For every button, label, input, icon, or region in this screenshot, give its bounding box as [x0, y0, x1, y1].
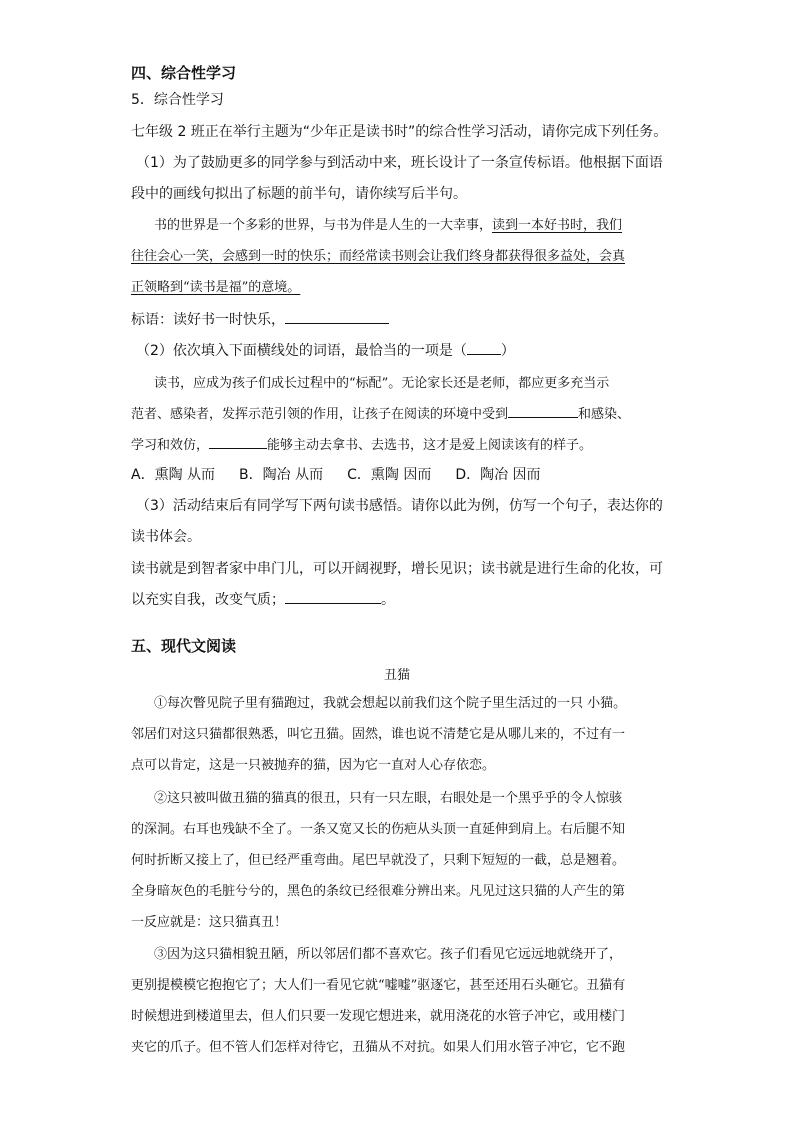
- task3-example2: [131, 589, 395, 609]
- task2-question: [136, 340, 515, 360]
- task1-line1: （1）为了鼓励更多的同学参与到活动中来，班长设计了一条宣传标语。他根据下面语: [136, 155, 663, 171]
- option-a[interactable]: A．熏陶 从而: [131, 467, 216, 483]
- article-line-8: 一反应就是：这只猫真丑！: [131, 915, 288, 930]
- task3-example2-text: 以充实自我，改变气质；: [131, 592, 285, 608]
- slogan-line: [131, 309, 389, 329]
- article-line-1: ①每次瞥见院子里有猫跑过，我就会想起以前我们这个院子里生活过的一只 小猫。: [154, 696, 627, 711]
- task3-example1: 读书就是到智者家中串门儿，可以开阔视野，增长见识；读书就是进行生命的化妆，可: [131, 561, 663, 577]
- article-line-7: 全身暗灰色的毛脏兮兮的，黑色的条纹已经很难分辨出来。凡见过这只猫的人产生的第: [131, 884, 626, 899]
- article-line-12: 夹它的爪子。但不管人们怎样对待它，丑猫从不对抗。如果人们用水管子冲它，它不跑: [131, 1040, 626, 1055]
- task3-answer-blank[interactable]: [285, 589, 381, 604]
- slogan-text: 标语：读好书一时快乐，: [131, 312, 285, 328]
- fill-blank-2[interactable]: [209, 434, 267, 449]
- task2-question-end: ）: [500, 343, 515, 359]
- task2-para-line2: [131, 403, 630, 422]
- task2-para-line3-a: 学习和效仿，: [131, 438, 210, 453]
- article-line-10: 更别提模模它抱抱它了；大人们一看见它就“嘘嘘”驱逐它，甚至还用石头砸它。丑猫有: [131, 978, 626, 993]
- article-title: 丑猫: [383, 668, 410, 683]
- task2-para-line2-a: 范者、感染者，发挥示范引领的作用，让孩子在阅读的环境中受到: [131, 407, 509, 422]
- fill-blank-1[interactable]: [508, 403, 578, 418]
- quote-line2: 往往会心一笑，会感到一时的快乐；而经常读书则会让我们终身都获得很多益处，会真: [131, 249, 626, 264]
- task2-para-line1: 读书，应成为孩子们成长过程中的“标配”。无论家长还是老师，都应更多充当示: [154, 376, 610, 391]
- article-line-9: ③因为这只猫相貌丑陋，所以邻居们都不喜欢它。孩子们看见它远远地就绕开了，: [154, 947, 623, 962]
- task3-example2-end: 。: [381, 592, 395, 608]
- task3-line2: 读书体会。: [131, 529, 201, 545]
- article-line-3: 点可以肯定，这是一只被抛弃的猫，因为它一直对人心存依恋。: [131, 758, 496, 773]
- option-c[interactable]: C．熏陶 因而: [347, 467, 432, 483]
- intro-text: 七年级 2 班正在举行主题为“少年正是读书时”的综合性学习活动，请你完成下列任务。: [131, 124, 668, 140]
- quote-line1: [154, 214, 622, 233]
- task2-para-line2-b: 和感染、: [578, 407, 631, 422]
- option-b[interactable]: B．陶冶 从而: [239, 467, 324, 483]
- quote-line1-underlined: 读到一本好书时，我们: [492, 218, 623, 233]
- task2-para-line3: [131, 434, 592, 453]
- option-d[interactable]: D．陶冶 因而: [455, 467, 541, 483]
- task2-question-text: （2）依次填入下面横线处的词语，最恰当的一项是（: [136, 343, 467, 359]
- article-line-2: 邻居们对这只猫都很熟悉，叫它丑猫。固然，谁也说不清楚它是从哪儿来的，不过有一: [131, 727, 626, 742]
- task2-para-line3-b: 能够主动去拿书、去选书，这才是爱上阅读该有的样子。: [267, 438, 593, 453]
- article-line-6: 何时折断又接上了，但已经严重弯曲。尾巴早就没了，只剩下短短的一截，总是翘着。: [131, 853, 626, 868]
- task1-line2: 段中的画线句拟出了标题的前半句，请你续写后半句。: [131, 186, 467, 202]
- section-title-4: 四、综合性学习: [131, 64, 237, 82]
- task2-options: [131, 464, 565, 484]
- article-line-5: 的深洞。右耳也残缺不全了。一条又宽又长的伤疤从头顶一直延伸到肩上。右后腿不知: [131, 822, 626, 837]
- task2-answer-blank[interactable]: [467, 340, 501, 355]
- task3-line1: （3）活动结束后有同学写下两句读书感悟。请你以此为例，仿写一个句子，表达你的: [136, 498, 663, 514]
- quote-line3: 正领略到“读书是福”的意境。: [131, 280, 301, 295]
- question-5-label: 5．综合性学习: [131, 92, 224, 108]
- article-line-4: ②这只被叫做丑猫的猫真的很丑，只有一只左眼，右眼处是一个黑乎乎的令人惊骇: [154, 791, 623, 806]
- slogan-answer-blank[interactable]: [285, 309, 389, 324]
- section-title-5: 五、现代文阅读: [131, 637, 237, 655]
- article-line-11: 时候想进到楼道里去，但人们只要一发现它想进来，就用浇花的水管子冲它，或用楼门: [131, 1009, 626, 1024]
- quote-line1-plain: 书的世界是一个多彩的世界，与书为伴是人生的一大幸事，: [154, 218, 493, 233]
